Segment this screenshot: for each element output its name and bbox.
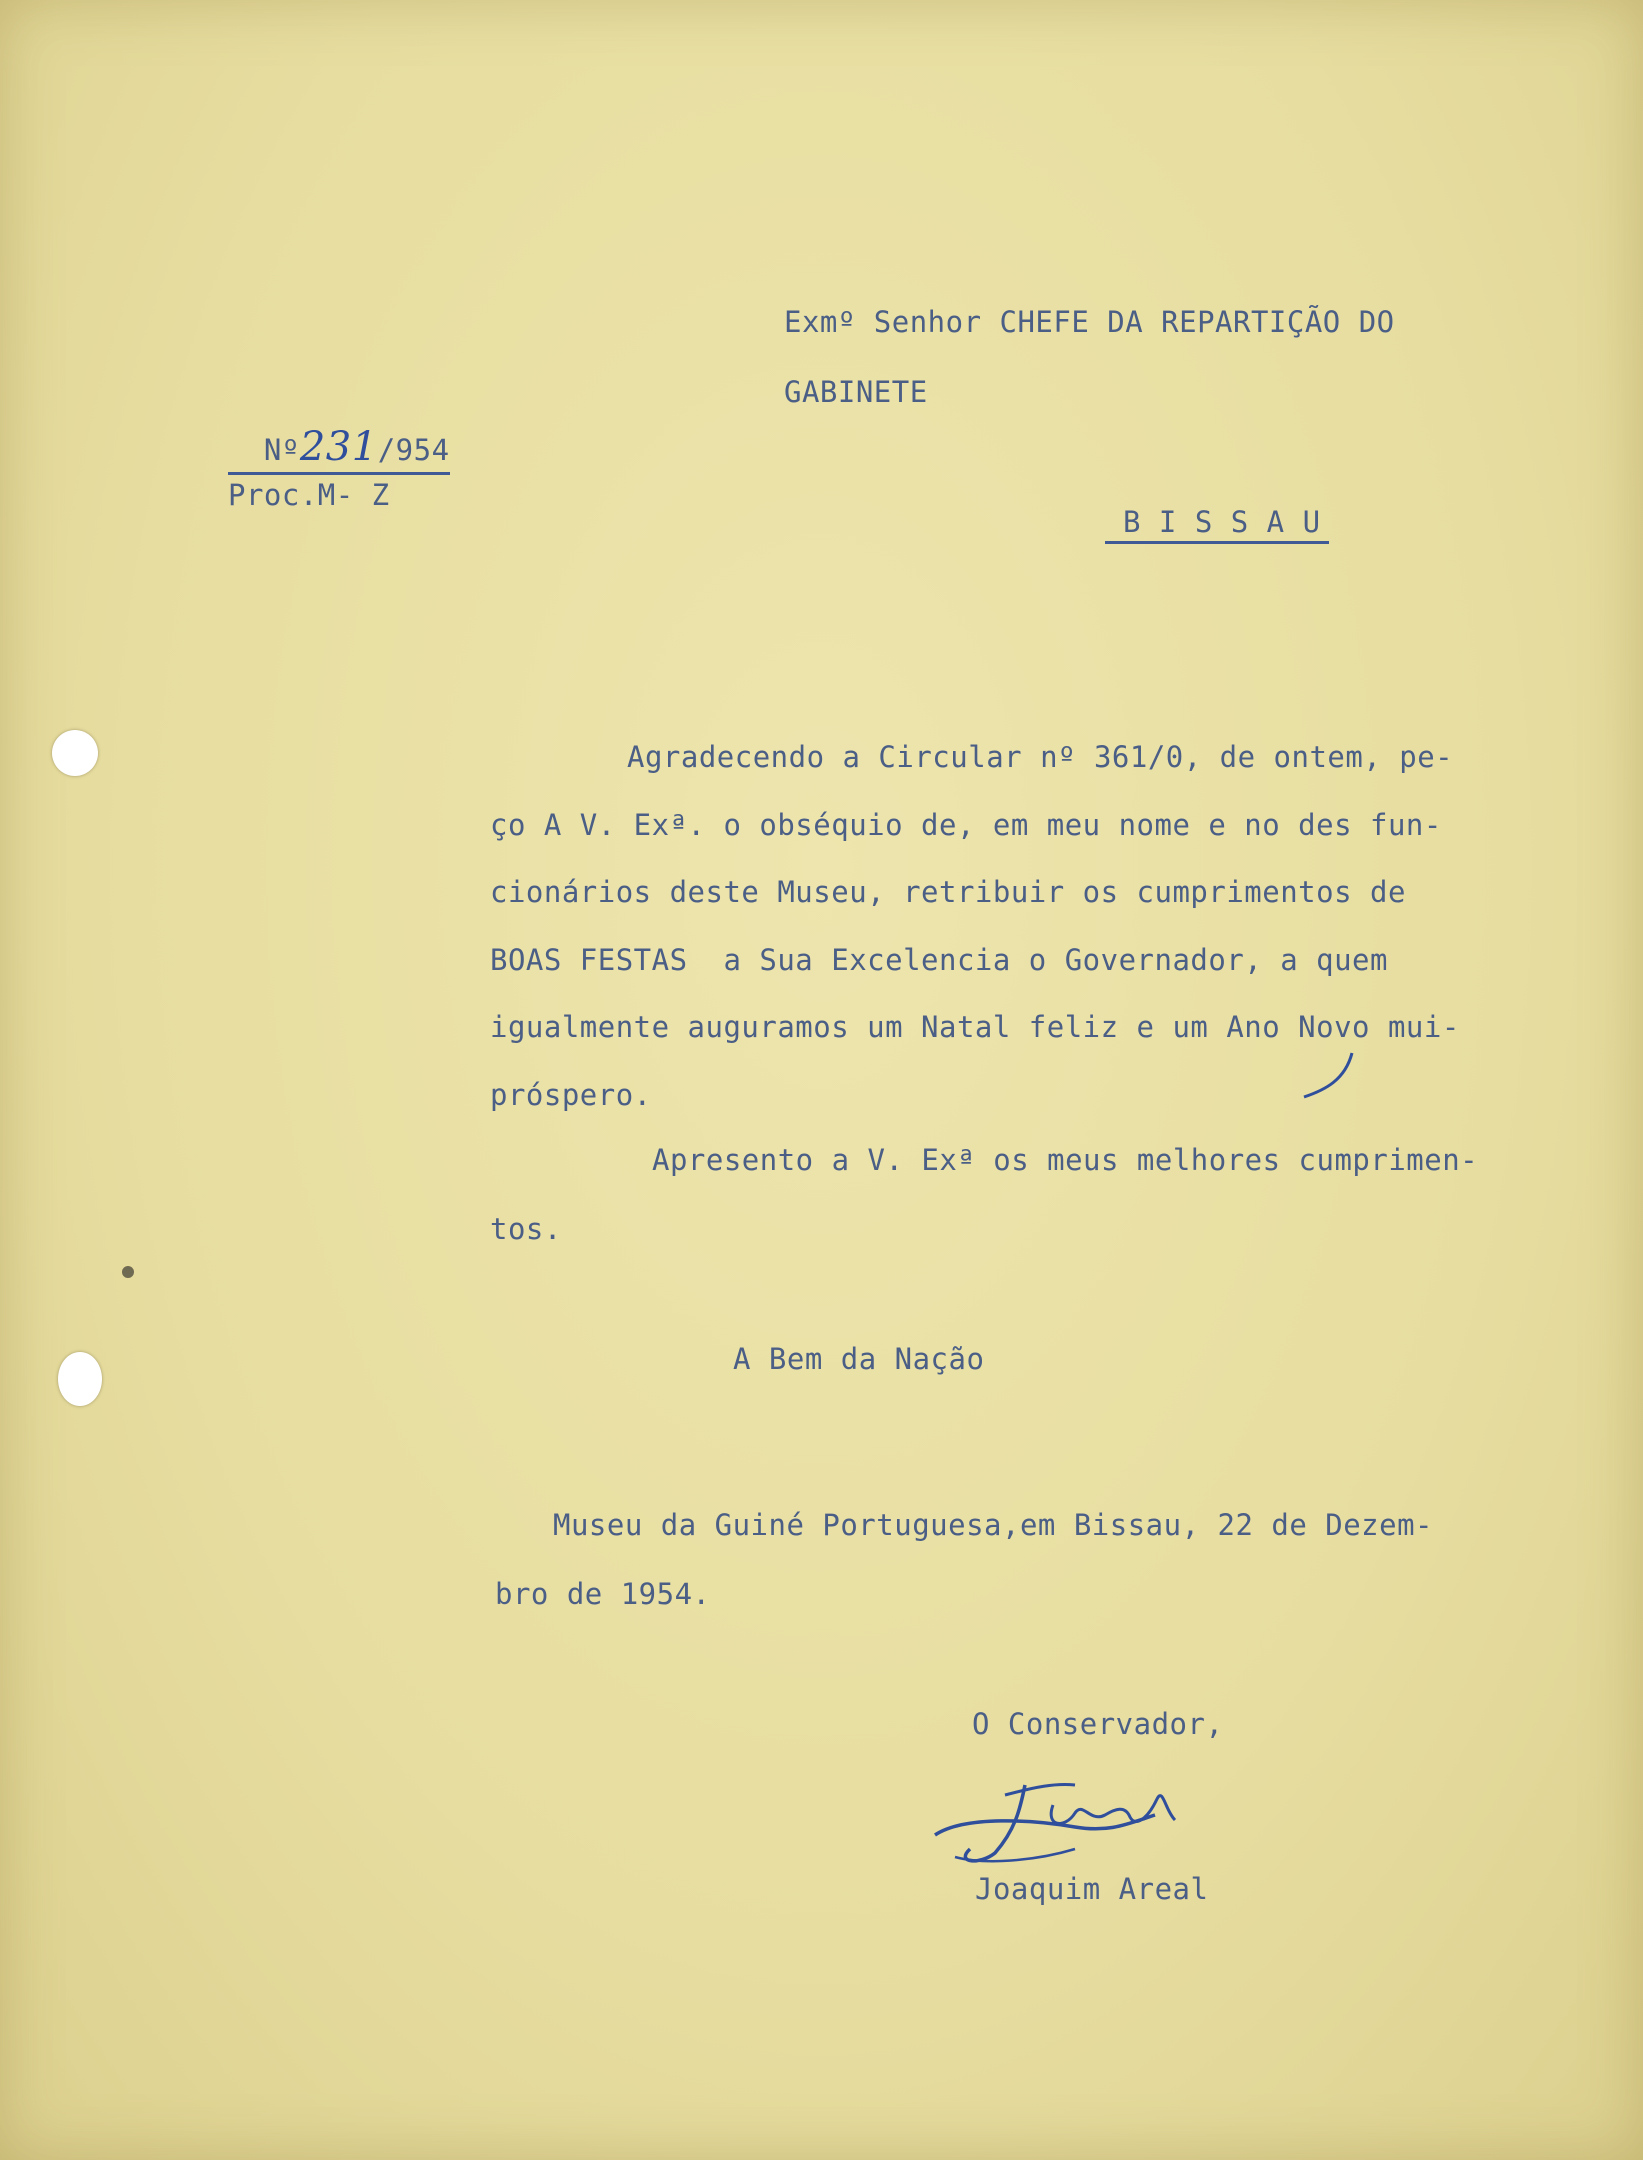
addressee-line-2: GABINETE xyxy=(784,375,928,409)
reference-number-handwritten: 231 xyxy=(299,424,378,470)
reference-number-year: /954 xyxy=(377,433,450,467)
body-line-7: Apresento a V. Exª os meus melhores cumprimen- xyxy=(652,1143,1479,1177)
place-date-line-2: bro de 1954. xyxy=(495,1577,711,1611)
punch-hole-bottom xyxy=(58,1352,102,1406)
reference-number-prefix: Nº xyxy=(263,433,300,467)
signatory-name: Joaquim Areal xyxy=(975,1872,1209,1906)
addressee-line-1: Exmº Senhor CHEFE DA REPARTIÇÃO DO xyxy=(784,305,1395,339)
addressee-city: B I S S A U xyxy=(1105,505,1329,544)
body-line-6: próspero. xyxy=(490,1078,652,1112)
body-line-8: tos. xyxy=(490,1212,562,1246)
place-date-line-1: Museu da Guiné Portuguesa,em Bissau, 22 de Dezem- xyxy=(553,1508,1434,1542)
reference-number xyxy=(228,390,450,475)
body-line-3: cionários deste Museu, retribuir os cumprimentos de xyxy=(490,875,1406,909)
signatory-role: O Conservador, xyxy=(972,1707,1224,1741)
body-line-1: Agradecendo a Circular nº 361/0, de ontem, pe- xyxy=(627,740,1454,774)
paper-speck xyxy=(122,1266,134,1278)
body-line-5: igualmente auguramos um Natal feliz e um Ano Novo mui- xyxy=(490,1010,1460,1044)
process-reference: Proc.M- Z xyxy=(228,478,390,512)
closing-salutation: A Bem da Nação xyxy=(733,1342,985,1376)
punch-hole-top xyxy=(52,730,98,776)
signature xyxy=(925,1765,1215,1875)
pen-correction-mark xyxy=(1300,1045,1370,1105)
body-line-2: ço A V. Exª. o obséquio de, em meu nome e no des fun- xyxy=(490,808,1442,842)
body-line-4: BOAS FESTAS a Sua Excelencia o Governador, a quem xyxy=(490,943,1388,977)
